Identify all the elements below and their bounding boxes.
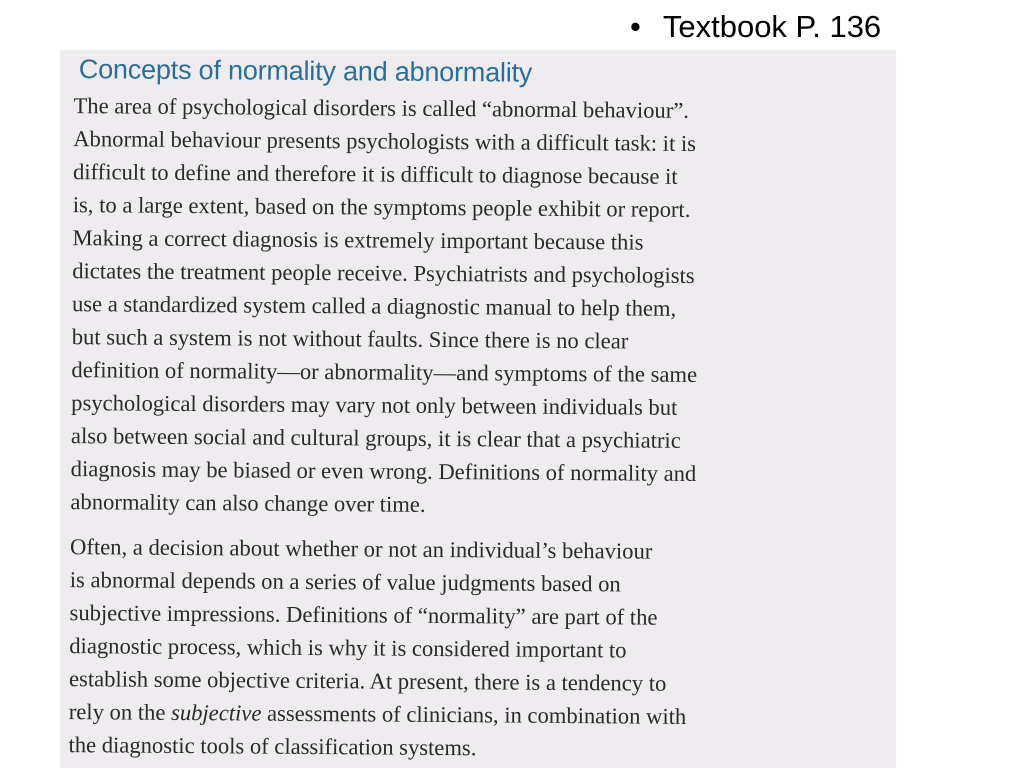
paragraph-line: is, to a large extent, based on the symptoms people exhibit or report. <box>72 192 691 222</box>
scanned-page-content <box>60 50 896 761</box>
line-text-before: rely on the <box>68 699 172 725</box>
paragraph-line: The area of psychological disorders is called “abnormal behaviour”. <box>73 93 690 123</box>
paragraph-line: Often, a decision about whether or not an individual’s behaviour <box>70 534 653 564</box>
paragraph-line: definition of normality—or abnormality—and symptoms of the same <box>71 357 698 388</box>
bullet-dot-icon: • <box>630 9 641 44</box>
paragraph-line: abnormality can also change over time. <box>70 489 426 517</box>
paragraph-line: psychological disorders may vary not only between individuals but <box>71 390 678 420</box>
paragraph-line: subjective impressions. Definitions of “normality” are part of the <box>69 600 658 630</box>
section-heading: Concepts of normality and abnormality <box>78 54 533 88</box>
paragraph-line: is abnormal depends on a series of value judgments based on <box>69 567 621 597</box>
paragraph-line: difficult to define and therefore it is difficult to diagnose because it <box>72 159 678 189</box>
bullet-text: Textbook P. 136 <box>662 9 882 44</box>
paragraph-line-with-italic <box>69 695 687 733</box>
line-text-after: assessments of clinicians, in combination with <box>261 700 687 729</box>
paragraph-1 <box>70 89 699 523</box>
paragraph-line: diagnostic process, which is why it is considered important to <box>69 633 627 663</box>
paragraph-line: Abnormal behaviour presents psychologists with a difficult task: it is <box>73 126 697 156</box>
paragraph-2 <box>68 530 687 766</box>
paragraph-line: Making a correct diagnosis is extremely important because this <box>72 225 644 255</box>
paragraph-line: dictates the treatment people receive. Psychiatrists and psychologists <box>72 258 695 288</box>
paragraph-line: diagnosis may be biased or even wrong. Definitions of normality and <box>70 456 697 487</box>
paragraph-line: the diagnostic tools of classification systems. <box>68 732 477 761</box>
paragraph-line: use a standardized system called a diagnostic manual to help them, <box>71 291 677 321</box>
italic-word-subjective: subjective <box>170 699 262 726</box>
paragraph-line: also between social and cultural groups, it is clear that a psychiatric <box>70 423 681 453</box>
scanned-textbook-page <box>60 50 896 768</box>
paragraph-line: establish some objective criteria. At present, there is a tendency to <box>68 666 667 696</box>
paragraph-line: but such a system is not without faults. Since there is no clear <box>71 324 629 354</box>
slide-bullet-reference <box>630 8 881 46</box>
